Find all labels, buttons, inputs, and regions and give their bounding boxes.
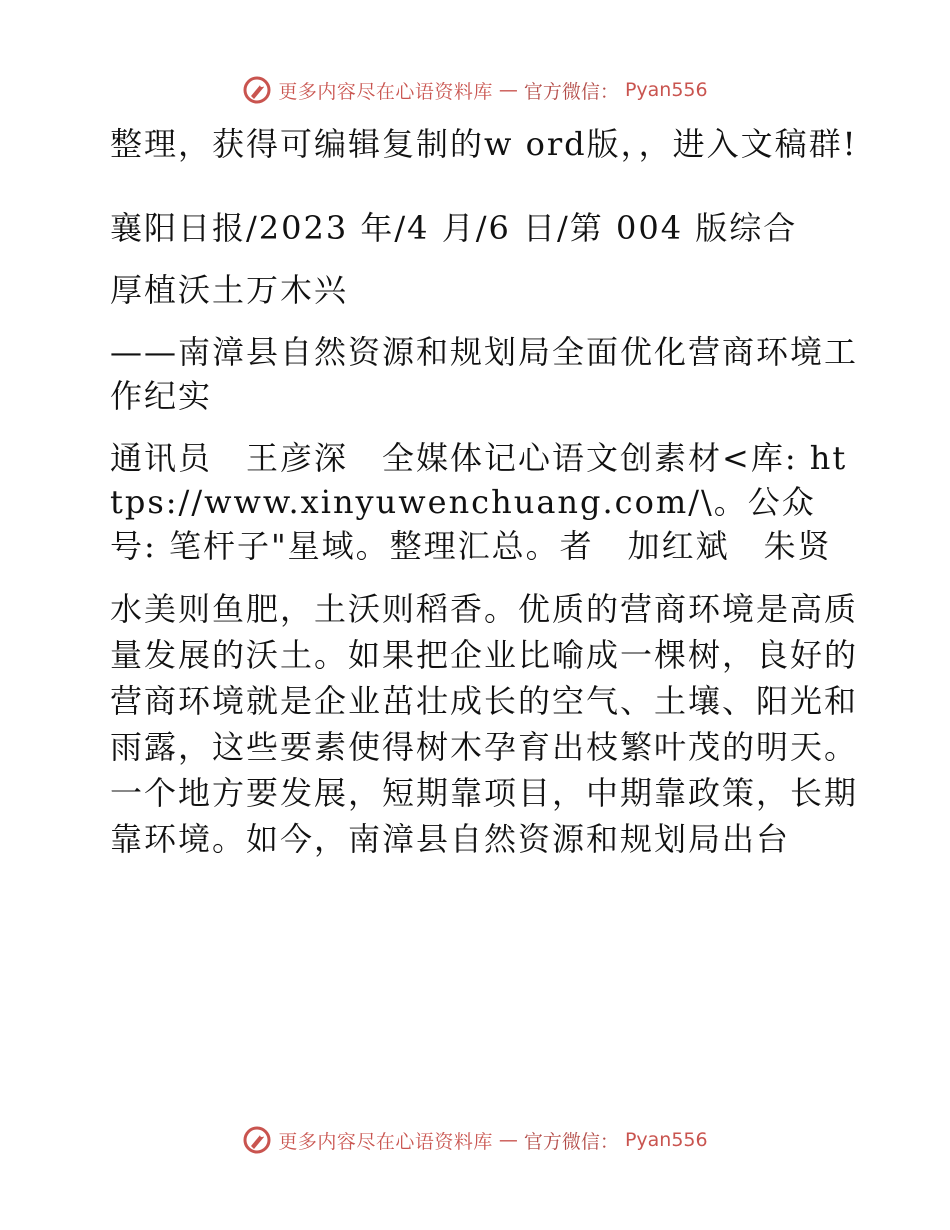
watermark-wechat-id: Pyan556 xyxy=(624,79,708,101)
pen-nib-circle-icon xyxy=(242,1125,272,1155)
watermark-official-label: 官方微信： xyxy=(523,1130,619,1153)
watermark-separator: — xyxy=(498,1129,518,1151)
watermark-site: 更多内容尽在心语资料库 xyxy=(278,80,493,103)
header-watermark xyxy=(0,70,950,110)
article-title: 厚植沃土万木兴 xyxy=(110,271,349,309)
source-line: 襄阳日报/2023 年/4 月/6 日/第 004 版综合 xyxy=(110,209,798,247)
body-paragraph: 水美则鱼肥，土沃则稻香。优质的营商环境是高质量发展的沃土。如果把企业比喻成一棵树，良好的营商环境就是企业茁壮成长的空气、土壤、阳光和雨露，这些要素使得树木孕育出枝繁叶茂的明天。一个地方要发展，短期靠项目，中期靠政策，长期靠环境。如今，南漳县自然资源和规划局出台 xyxy=(110,590,859,858)
footer-watermark xyxy=(0,1120,950,1160)
pen-nib-circle-icon xyxy=(242,75,272,105)
article-subtitle: ——南漳县自然资源和规划局全面优化营商环境工作纪实 xyxy=(110,333,859,415)
document-body xyxy=(98,122,858,862)
watermark-official-label: 官方微信： xyxy=(523,80,619,103)
watermark-site: 更多内容尽在心语资料库 xyxy=(278,1130,493,1153)
intro-paragraph: 整理，获得可编辑复制的w ord版，，进入文稿群! xyxy=(110,125,858,163)
watermark-wechat-id: Pyan556 xyxy=(624,1129,708,1151)
watermark-separator: — xyxy=(498,79,518,101)
byline: 通讯员 王彦深 全媒体记心语文创素材<库: https://www.xinyuwenchuang.com/\。公众号: 笔杆子"星域。整理汇总。者 加红斌 朱贤 xyxy=(110,439,848,565)
